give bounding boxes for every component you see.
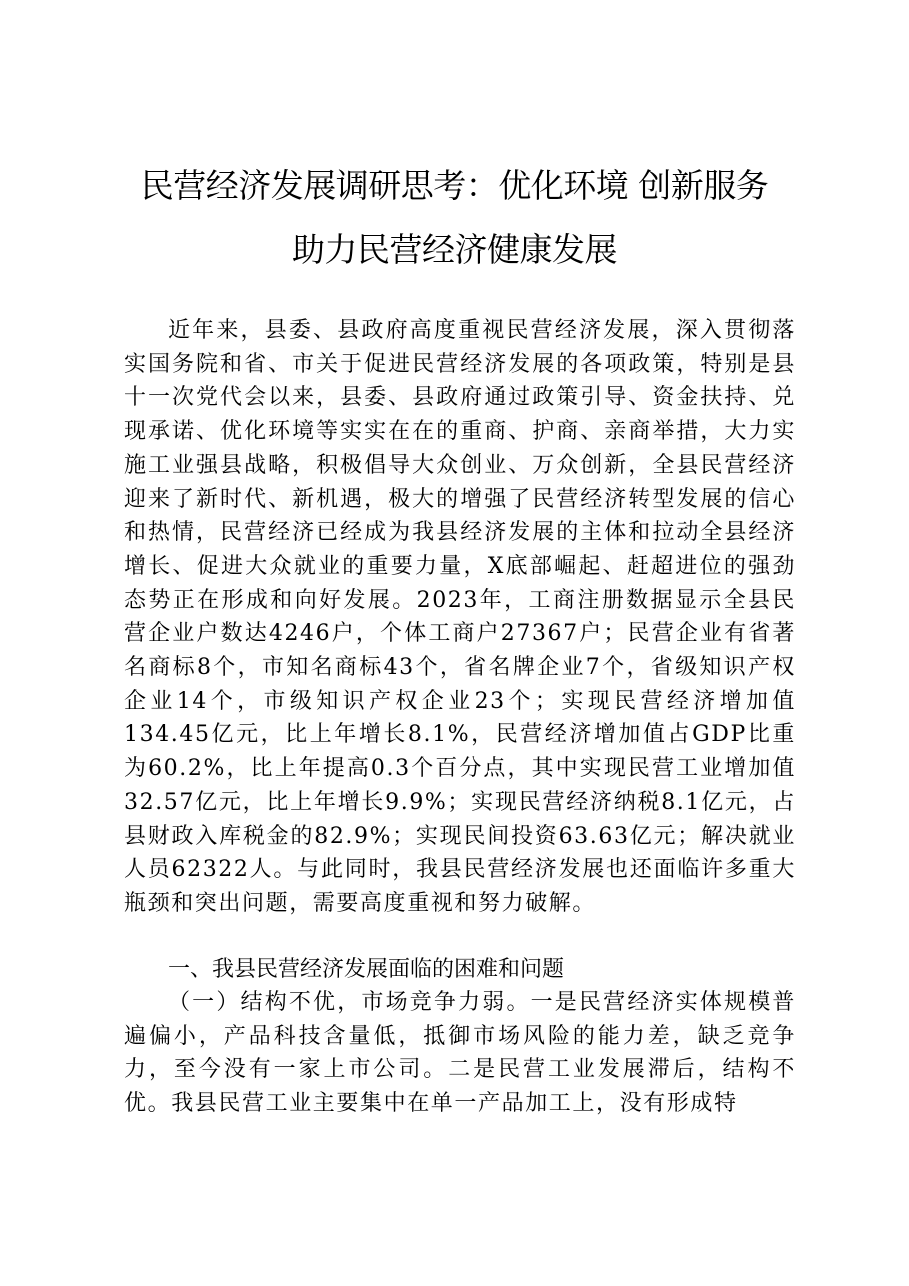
- document-title-line-2: 助力民营经济健康发展: [292, 230, 617, 269]
- document-title-line-1: 民营经济发展调研思考：优化环境 创新服务: [140, 166, 769, 205]
- subsection-paragraph-1: （一）结构不优，市场竞争力弱。一是民营经济实体规模普遍偏小，产品科技含量低，抵御市场风险的能力差，缺乏竞争力，至今没有一家上市公司。二是民营工业发展滞后，结构不优。我县民营工业主要集中在单一产品加工上，没有形成特: [124, 990, 796, 1117]
- intro-paragraph: 近年来，县委、县政府高度重视民营经济发展，深入贯彻落实国务院和省、市关于促进民营经济发展的各项政策，特别是县十一次党代会以来，县委、县政府通过政策引导、资金扶持、兑现承诺、优化环境等实实在在的重商、护商、亲商举措，大力实施工业强县战略，积极倡导大众创业、万众创新，全县民营经济迎来了新时代、新机遇，极大的增强了民营经济转型发展的信心和热情，民营经济已经成为我县经济发展的主体和拉动全县经济增长、促进大众就业的重要力量，X底部崛起、赶超进位的强劲态势正在形成和向好发展。2023年，工商注册数据显示全县民营企业户数达4246户，个体工商户27367户；民营企业有省著名商标8个，市知名商标43个，省名牌企业7个，省级知识产权企业14个，市级知识产权企业23个；实现民营经济增加值134.45亿元，比上年增长8.1%，民营经济增加值占GDP比重为60.2%，比上年提高0.3个百分点，其中实现民营工业增加值32.57亿元，比上年增长9.9%；实现民营经济纳税8.1亿元，占县财政入库税金的82.9%；实现民间投资63.63亿元；解决就业人员62322人。与此同时，我县民营经济发展也还面临许多重大瓶颈和突出问题，需要高度重视和努力破解。: [124, 318, 796, 916]
- section-heading-1: 一、我县民营经济发展面临的困难和问题: [168, 957, 565, 982]
